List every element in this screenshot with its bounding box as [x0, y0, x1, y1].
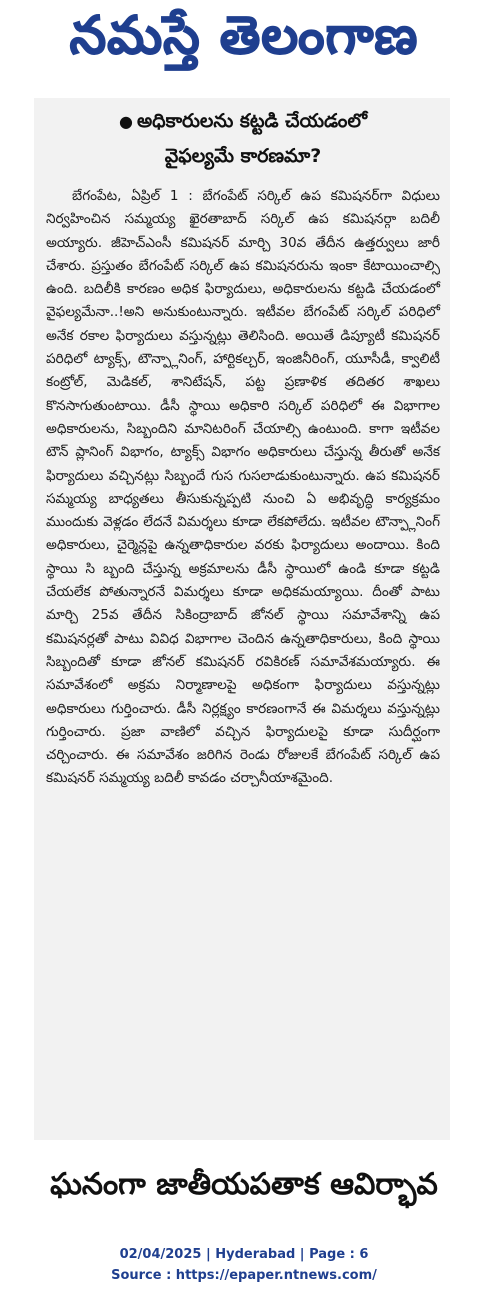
- page-footer: [0, 1244, 488, 1286]
- article-box: [34, 98, 450, 1140]
- footer-date-line: 02/04/2025 | Hyderabad | Page : 6: [119, 1247, 369, 1262]
- article-headline: [46, 104, 440, 173]
- footer-source-line: Source : https://epaper.ntnews.com/: [111, 1268, 377, 1283]
- headline-line-1-text: అధికారులను కట్టడి చేయడంలో: [136, 110, 367, 132]
- headline-line-2: వైఫల్యమే కారణమా?: [164, 145, 322, 167]
- bullet-icon: ●: [119, 112, 133, 131]
- headline-line-1: [46, 104, 440, 139]
- masthead: [0, 0, 488, 84]
- masthead-title: నమస్తే తెలంగాణ: [69, 5, 419, 66]
- article-body: బేగంపేట, ఏప్రిల్ 1 : బేగంపేట్ సర్కిల్ ఉప కమిషనర్‌గా విధులు నిర్వహించిన సమ్మయ్య ఖైరతాబాద్ సర్కిల్ ఉప కమిషనర్గా బదిలీ అయ్యారు. జీహెచ్ఎంసీ కమిషనర్ మార్చి 30వ తేదీన ఉత్తర్వులు జారీ చేశారు. ప్రస్తుతం బేగంపేట్ సర్కిల్ ఉప కమిషనరును ఇంకా కేటాయించాల్సి ఉంది. బదిలీకి కారణం అధిక ఫిర్యాదులు, అధికారులను కట్టడి చేయడంలో వైఫల్యమేనా..!అని అనుకుంటున్నారు. ఇటీవల బేగంపేట్ సర్కిల్ పరిధిలో అనేక రకాల ఫిర్యాదులు వస్తున్నట్లు తెలిసింది. అయితే డిప్యూటీ కమిషనర్ పరిధిలో ట్యాక్స్, టౌన్ప్లానింగ్, హార్టికల్చర్, ఇంజినీరింగ్, యూసీడీ, క్వాలిటీ కంట్రోల్, మెడికల్, శానిటేషన్, పట్ట ప్రణాళిక తదితర శాఖలు కొనసాగుతుంటాయి. డీసీ స్థాయి అధికారి సర్కిల్ పరిధిలో ఈ విభాగాల అధికారులను, సిబ్బందిని మానిటరింగ్ చేయాల్సి ఉంటుంది. కాగా ఇటీవల టౌన్ ప్లానింగ్ విభాగం, ట్యాక్స్ విభాగం అధికారులు చేస్తున్న తీరుతో అనేక ఫిర్యాదులు వచ్చినట్లు సిబ్బందే గుస గుసలాడుకుంటున్నారు. ఉప కమిషనర్ సమ్మయ్య బాధ్యతలు తీసుకున్నప్పటి నుంచి ఏ అభివృద్ధి కార్యక్రమం ముందుకు వెళ్లడం లేదనే విమర్శలు కూడా లేకపోలేదు. ఇటీవల టౌన్ప్లానింగ్ అధికారులు, చైర్మెన్లపై ఉన్నతాధికారుల వరకు ఫిర్యాదులు అందాయి. కింది స్థాయి సి బ్బంది చేస్తున్న అక్రమాలను డీసీ స్థాయిలో ఉండి కూడా కట్టడి చేయలేక పోతున్నారనే విమర్శలు కూడా అధికమయ్యాయి. దీంతో పాటు మార్చి 25వ తేదీన సికింద్రాబాద్ జోనల్ స్థాయి సమావేశాన్ని ఉప కమిషనర్లతో పాటు వివిధ విభాగాల చెందిన ఉన్నతాధికారులు, కింది స్థాయి సిబ్బందితో కూడా జోనల్ కమిషనర్ రవికిరణ్ సమావేశమయ్యారు. ఈ సమావేశంలో అక్రమ నిర్మాణాలపై అధికంగా ఫిర్యాదులు వస్తున్నట్లు అధికారులు గుర్తించారు. డీసీ నిర్లక్ష్యం కారణంగానే ఈ విమర్శలు వస్తున్నట్లు గుర్తించారు. ప్రజా వాణిలో వచ్చిన ఫిర్యాదులపై కూడా సుదీర్ఘంగా చర్చించారు. ఈ సమావేశం జరిగిన రెండు రోజులకే బేగంపేట్ సర్కిల్ ఉప కమిషనర్ సమ్మయ్య బదిలీ కావడం చర్చానీయాశమైంది.: [46, 188, 441, 787]
- next-article-headline: ఘనంగా జాతీయపతాక ఆవిర్భావ: [50, 1167, 438, 1202]
